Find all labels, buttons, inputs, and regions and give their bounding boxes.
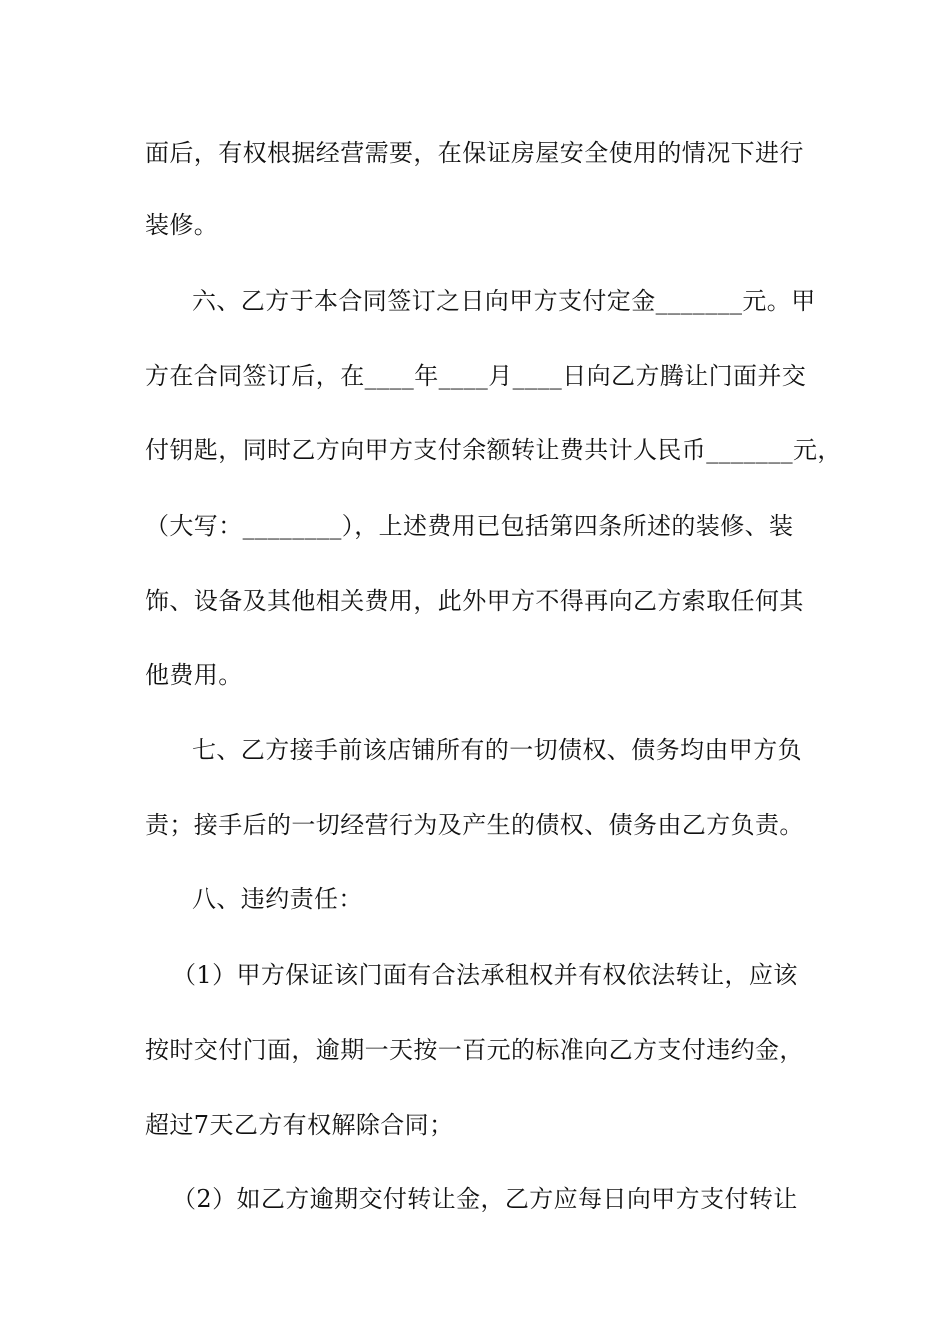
text-line: 超过7天乙方有权解除合同； — [145, 1111, 454, 1139]
text-line: 付钥匙，同时乙方向甲方支付余额转让费共计人民币_______元， — [145, 436, 842, 464]
text-line: 责；接手后的一切经营行为及产生的债权、债务由乙方负责。 — [145, 811, 804, 839]
text-line: （1）甲方保证该门面有合法承租权并有权依法转让，应该 — [172, 961, 798, 989]
text-line: 八、违约责任： — [192, 885, 363, 913]
text-line: 饰、设备及其他相关费用，此外甲方不得再向乙方索取任何其 — [145, 587, 804, 615]
text-line: 装修。 — [145, 211, 219, 239]
text-line: 七、乙方接手前该店铺所有的一切债权、债务均由甲方负 — [192, 736, 802, 764]
text-line: 面后，有权根据经营需要，在保证房屋安全使用的情况下进行 — [145, 139, 804, 167]
text-line: 六、乙方于本合同签订之日向甲方支付定金_______元。甲 — [192, 287, 816, 315]
text-line: 他费用。 — [145, 661, 243, 689]
text-line: （大写：________），上述费用已包括第四条所述的装修、装 — [145, 512, 794, 540]
text-line: （2）如乙方逾期交付转让金，乙方应每日向甲方支付转让 — [172, 1185, 798, 1213]
text-line: 方在合同签订后，在____年____月____日向乙方腾让门面并交 — [145, 362, 807, 390]
text-line: 按时交付门面，逾期一天按一百元的标准向乙方支付违约金， — [145, 1036, 804, 1064]
